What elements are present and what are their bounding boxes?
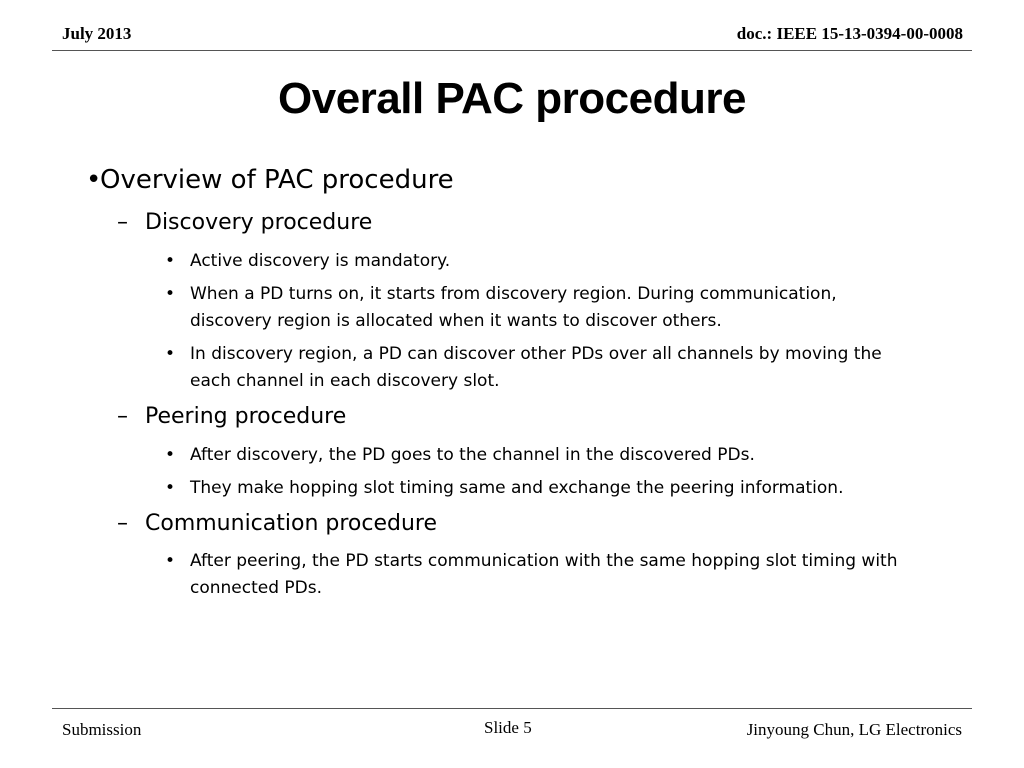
level3-item: Active discovery is mandatory. <box>190 251 451 271</box>
level3-item-continuation: discovery region is allocated when it wants to discover others. <box>190 311 722 331</box>
header-date: July 2013 <box>62 24 132 43</box>
dash-marker: – <box>117 404 128 429</box>
level3-item-continuation: connected PDs. <box>190 578 323 598</box>
bullet-marker: • <box>86 165 102 195</box>
dash-marker: – <box>117 210 128 235</box>
bullet-marker: • <box>165 551 176 571</box>
bullet-marker: • <box>165 284 176 304</box>
bullet-marker: • <box>165 251 176 271</box>
level3-item: After discovery, the PD goes to the channel in the discovered PDs. <box>190 445 755 465</box>
bullet-marker: • <box>165 478 176 498</box>
header-doc-id: doc.: IEEE 15-13-0394-00-0008 <box>736 24 963 43</box>
level3-item: In discovery region, a PD can discover other PDs over all channels by moving the <box>190 344 882 364</box>
slide-title: Overall PAC procedure <box>278 74 746 123</box>
footer-author: Jinyoung Chun, LG Electronics <box>746 720 962 739</box>
footer-slide-number: Slide 5 <box>484 718 532 737</box>
level1-item-overview: Overview of PAC procedure <box>100 165 454 195</box>
level2-item-discovery: Discovery procedure <box>145 210 373 235</box>
level3-item-continuation: each channel in each discovery slot. <box>190 371 500 391</box>
level3-item: When a PD turns on, it starts from discovery region. During communication, <box>190 284 837 304</box>
level3-item: After peering, the PD starts communication with the same hopping slot timing with <box>190 551 898 571</box>
level2-item-communication: Communication procedure <box>145 511 438 536</box>
footer-divider <box>52 708 972 709</box>
bullet-marker: • <box>165 445 176 465</box>
level2-item-peering: Peering procedure <box>145 404 347 429</box>
bullet-marker: • <box>165 344 176 364</box>
level3-item: They make hopping slot timing same and exchange the peering information. <box>190 478 844 498</box>
footer-submission: Submission <box>62 720 142 739</box>
dash-marker: – <box>117 511 128 536</box>
